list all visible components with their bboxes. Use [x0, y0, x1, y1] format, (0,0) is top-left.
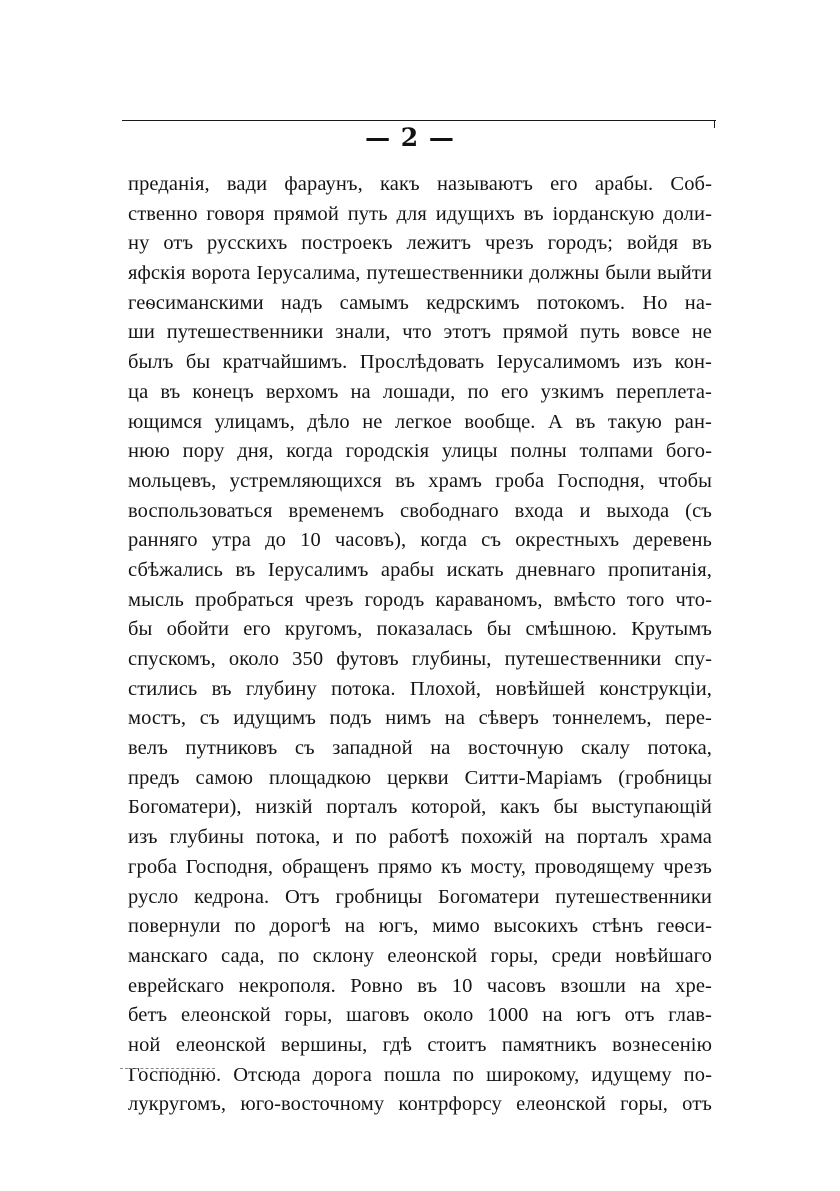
- text-line: Богоматери), низкій порталъ которой, какъ бы выступающій: [128, 796, 712, 819]
- text-line: ранняго утра до 10 часовъ), когда съ окрестныхъ деревень: [128, 529, 712, 552]
- header-rule: [122, 120, 716, 121]
- text-line: предъ самою площадкою церкви Ситти-Маріамъ (гробницы: [128, 766, 712, 789]
- text-line: русло кедрона. Отъ гробницы Богоматери путешественники: [128, 885, 712, 908]
- body-text: [128, 170, 712, 1120]
- text-line: геѳсиманскими надъ самымъ кедрскимъ потокомъ. Но на-: [128, 291, 712, 314]
- text-line: гроба Господня, обращенъ прямо къ мосту, проводящему чрезъ: [128, 855, 712, 878]
- text-line: велъ путниковъ съ западной на восточную скалу потока,: [128, 737, 712, 760]
- text-line: мостъ, съ идущимъ подъ нимъ на сѣверъ тоннелемъ, пере-: [128, 707, 712, 730]
- text-line: воспользоваться временемъ свободнаго входа и выхода (съ: [128, 499, 712, 522]
- text-line: лукругомъ, юго-восточному контрфорсу елеонской горы, отъ: [128, 1093, 712, 1116]
- text-line: ши путешественники знали, что этотъ прямой путь вовсе не: [128, 321, 712, 344]
- text-line: изъ глубины потока, и по работѣ похожій на порталъ храма: [128, 826, 712, 849]
- text-line: яфскія ворота Іерусалима, путешественники должны были выйти: [128, 262, 712, 285]
- page-number: — 2 —: [365, 123, 455, 152]
- text-line: повернули по дорогѣ на югъ, мимо высокихъ стѣнъ геѳси-: [128, 915, 712, 938]
- scan-artifact-mark: [120, 1068, 215, 1069]
- text-line: нюю пору дня, когда городскія улицы полны толпами бого-: [128, 440, 712, 463]
- text-line: былъ бы кратчайшимъ. Прослѣдовать Іерусалимомъ изъ кон-: [128, 351, 712, 374]
- text-line: еврейскаго некрополя. Ровно въ 10 часовъ взошли на хре-: [128, 974, 712, 997]
- text-line: ну отъ русскихъ построекъ лежитъ чрезъ городъ; войдя въ: [128, 232, 712, 255]
- text-line: манскаго сада, по склону елеонской горы, среди новѣйшаго: [128, 944, 712, 967]
- header-rule-tick: [714, 120, 715, 128]
- text-line: сбѣжались въ Іерусалимъ арабы искать дневнаго пропитанія,: [128, 558, 712, 581]
- text-line: бетъ елеонской горы, шаговъ около 1000 на югъ отъ глав-: [128, 1004, 712, 1027]
- text-line: Господню. Отсюда дорога пошла по широкому, идущему по-: [128, 1063, 712, 1086]
- text-line: мысль пробраться чрезъ городъ караваномъ, вмѣсто того что-: [128, 588, 712, 611]
- text-line: преданія, вади фараунъ, какъ называютъ его арабы. Соб-: [128, 173, 712, 195]
- text-line: ной елеонской вершины, гдѣ стоитъ памятникъ вознесенію: [128, 1033, 712, 1056]
- text-line: стились въ глубину потока. Плохой, новѣйшей конструкціи,: [128, 677, 712, 700]
- text-line: мольцевъ, устремляющихся въ храмъ гроба Господня, чтобы: [128, 469, 712, 492]
- text-line: ца въ конецъ верхомъ на лошади, по его узкимъ переплета-: [128, 380, 712, 403]
- text-line: бы обойти его кругомъ, показалась бы смѣшною. Крутымъ: [128, 618, 712, 641]
- text-line: ющимся улицамъ, дѣло не легкое вообще. А въ такую ран-: [128, 410, 712, 433]
- text-line: спускомъ, около 350 футовъ глубины, путешественники спу-: [128, 648, 712, 670]
- text-line: ственно говоря прямой путь для идущихъ въ іорданскую доли-: [128, 202, 712, 225]
